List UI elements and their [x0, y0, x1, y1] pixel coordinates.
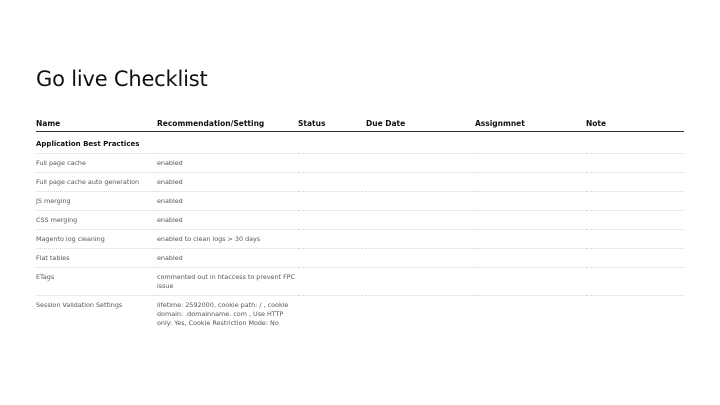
row-due-date [366, 268, 475, 296]
row-note [586, 173, 684, 192]
row-assignment [475, 192, 586, 211]
row-assignment [475, 173, 586, 192]
table-header-row [36, 116, 684, 132]
row-setting: enabled [157, 159, 183, 167]
table-row [36, 296, 684, 333]
row-name: JS merging [36, 197, 71, 205]
row-setting: enabled [157, 178, 183, 186]
row-due-date [366, 211, 475, 230]
row-setting: commented out in htaccess to prevent FPC issue [157, 273, 296, 290]
row-setting: enabled [157, 254, 183, 262]
row-due-date [366, 230, 475, 249]
row-due-date [366, 173, 475, 192]
table-row [36, 211, 684, 230]
row-note [586, 211, 684, 230]
column-header-note: Note [586, 116, 684, 132]
row-status [298, 154, 366, 173]
row-assignment [475, 211, 586, 230]
row-status [298, 268, 366, 296]
row-name: Full page cache auto generation [36, 178, 140, 186]
row-note [586, 249, 684, 268]
row-note [586, 230, 684, 249]
column-header-due-date: Due Date [366, 116, 475, 132]
row-status [298, 249, 366, 268]
checklist-table [36, 116, 684, 332]
column-header-name: Name [36, 116, 157, 132]
row-name: Flat tables [36, 254, 70, 262]
table-row [36, 173, 684, 192]
row-name: Full page cache [36, 159, 86, 167]
table-row [36, 249, 684, 268]
row-due-date [366, 249, 475, 268]
row-status [298, 211, 366, 230]
row-name: ETags [36, 273, 55, 281]
row-name: Session Validation Settings [36, 301, 123, 309]
column-header-recommendation: Recommendation/Setting [157, 116, 298, 132]
row-assignment [475, 296, 586, 333]
row-due-date [366, 296, 475, 333]
row-due-date [366, 154, 475, 173]
row-name: Magento log cleaning [36, 235, 105, 243]
row-assignment [475, 249, 586, 268]
row-due-date [366, 192, 475, 211]
page-title: Go live Checklist [36, 67, 208, 91]
row-assignment [475, 230, 586, 249]
section-row [36, 132, 684, 154]
table-row [36, 154, 684, 173]
row-note [586, 192, 684, 211]
row-note [586, 154, 684, 173]
column-header-assignment: Assignmnet [475, 116, 586, 132]
row-status [298, 296, 366, 333]
row-status [298, 173, 366, 192]
table-row [36, 230, 684, 249]
column-header-status: Status [298, 116, 366, 132]
section-title: Application Best Practices [36, 140, 140, 148]
row-assignment [475, 268, 586, 296]
row-status [298, 192, 366, 211]
row-setting: enabled [157, 216, 183, 224]
row-note [586, 268, 684, 296]
row-status [298, 230, 366, 249]
table-row [36, 192, 684, 211]
table-row [36, 268, 684, 296]
row-setting: enabled to clean logs > 30 days [157, 235, 261, 243]
row-note [586, 296, 684, 333]
row-setting: lifetime: 2592000, cookie path: / , cookie domain: .domainname. com , Use HTTP only: Yes, Cookie Restriction Mode: No [157, 301, 289, 327]
row-assignment [475, 154, 586, 173]
row-name: CSS merging [36, 216, 78, 224]
row-setting: enabled [157, 197, 183, 205]
